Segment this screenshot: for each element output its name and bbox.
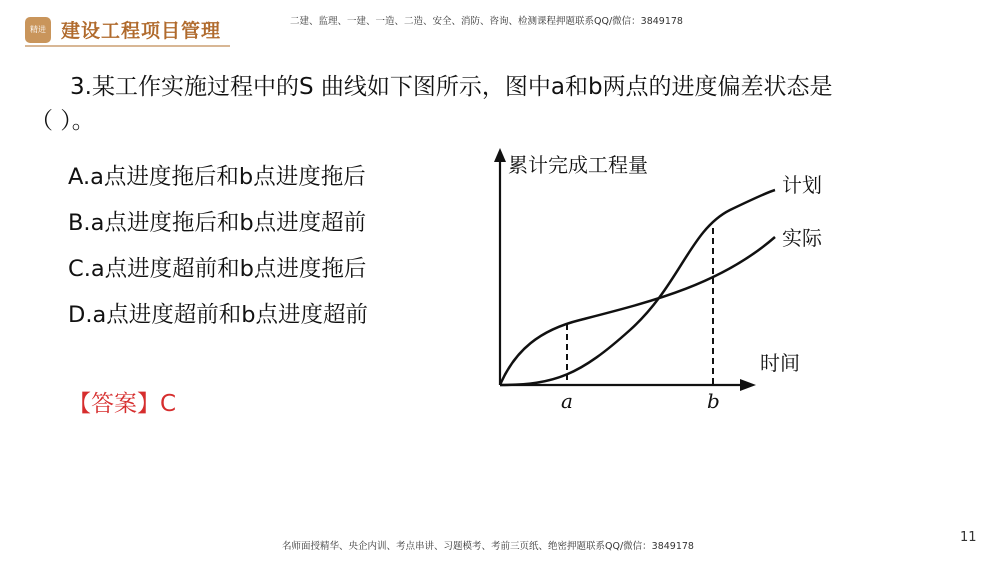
page-number: 11 — [960, 530, 977, 545]
series-actual-line — [500, 237, 775, 385]
header-contact-note: 二建、监理、一建、一造、二造、安全、消防、咨询、检测课程押题联系QQ/微信：3849178 — [290, 16, 683, 27]
footer-contact-note: 名师面授精华、央企内训、考点串讲、习题模考、考前三页纸、绝密押题联系QQ/微信：3849178 — [282, 541, 694, 552]
x-axis-label: 时间 — [760, 351, 800, 375]
x-tick-a: a — [561, 389, 573, 413]
option-a: A.a点进度拖后和b点进度拖后 — [68, 164, 366, 190]
series-plan-line — [500, 190, 775, 385]
question-line-2: （ ）。 — [30, 108, 95, 134]
option-d: D.a点进度超前和b点进度超前 — [68, 302, 369, 328]
x-axis-arrow — [740, 379, 756, 391]
course-title: 建设工程项目管理 — [61, 20, 222, 42]
series-actual-label: 实际 — [782, 226, 822, 250]
brand — [25, 16, 221, 43]
option-b: B.a点进度拖后和b点进度超前 — [68, 210, 367, 236]
x-tick-b: b — [707, 389, 720, 413]
s-curve-chart — [460, 140, 860, 430]
header-divider — [25, 45, 230, 47]
series-plan-label: 计划 — [782, 173, 822, 197]
question-line-1: 3.某工作实施过程中的S 曲线如下图所示，图中a和b两点的进度偏差状态是 — [70, 74, 833, 100]
answer-text: 【答案】C — [68, 391, 177, 417]
question-text — [30, 70, 960, 138]
y-axis-label: 累计完成工程量 — [508, 153, 648, 177]
option-c: C.a点进度超前和b点进度拖后 — [68, 256, 367, 282]
y-axis-arrow — [494, 148, 506, 162]
options-list — [68, 160, 368, 344]
brand-logo: 精进 — [25, 17, 51, 43]
